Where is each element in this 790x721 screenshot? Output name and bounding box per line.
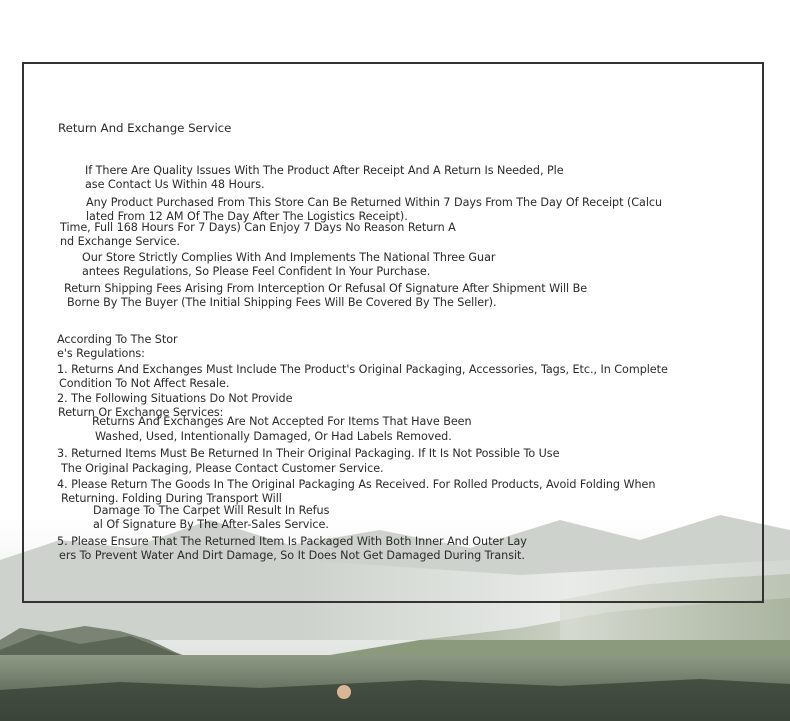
policy-text-line: ase Contact Us Within 48 Hours. <box>85 178 265 191</box>
rule-line: 5. Please Ensure That The Returned Item Is Packaged With Both Inner And Outer Lay <box>57 535 527 548</box>
policy-text-line: lated From 12 AM Of The Day After The Logistics Receipt). <box>86 210 408 223</box>
policy-text-line: Our Store Strictly Complies With And Implements The National Three Guar <box>82 251 496 264</box>
policy-text-line: Time, Full 168 Hours For 7 Days) Can Enjoy 7 Days No Reason Return A <box>60 221 456 234</box>
policy-text-line: Borne By The Buyer (The Initial Shipping Fees Will Be Covered By The Seller). <box>67 296 497 309</box>
rule-line: al Of Signature By The After-Sales Service. <box>93 518 329 531</box>
rule-line: Damage To The Carpet Will Result In Refus <box>93 504 330 517</box>
rule-line: Return Or Exchange Services: <box>58 406 224 419</box>
regulations-intro-line: e's Regulations: <box>57 347 145 360</box>
policy-text-line: Any Product Purchased From This Store Can Be Returned Within 7 Days From The Day Of Receipt (Calcu <box>86 196 663 209</box>
policy-text-line: Return Shipping Fees Arising From Interception Or Refusal Of Signature After Shipment Will Be <box>64 282 588 295</box>
rule-line: 3. Returned Items Must Be Returned In Their Original Packaging. If It Is Not Possible To Use <box>57 447 560 460</box>
policy-text-line: nd Exchange Service. <box>60 235 180 248</box>
rule-line: Washed, Used, Intentionally Damaged, Or Had Labels Removed. <box>95 430 452 443</box>
rule-line: 2. The Following Situations Do Not Provide <box>57 392 293 405</box>
rule-line: The Original Packaging, Please Contact Customer Service. <box>61 462 384 475</box>
rule-line: Returning. Folding During Transport Will <box>61 492 282 505</box>
rule-line: 1. Returns And Exchanges Must Include The Product's Original Packaging, Accessories, Tags, Etc., In Complete <box>57 363 668 376</box>
policy-text-line: If There Are Quality Issues With The Product After Receipt And A Return Is Needed, Ple <box>85 164 564 177</box>
rule-line: ers To Prevent Water And Dirt Damage, So It Does Not Get Damaged During Transit. <box>59 549 525 562</box>
regulations-intro-line: According To The Stor <box>57 333 178 346</box>
page-title: Return And Exchange Service <box>58 121 232 135</box>
rule-line: Returns And Exchanges Are Not Accepted For Items That Have Been <box>92 415 472 428</box>
rule-line: Condition To Not Affect Resale. <box>59 377 230 390</box>
policy-text-line: antees Regulations, So Please Feel Confident In Your Purchase. <box>82 265 431 278</box>
rule-line: 4. Please Return The Goods In The Original Packaging As Received. For Rolled Products, Avoid Folding When <box>57 478 656 491</box>
